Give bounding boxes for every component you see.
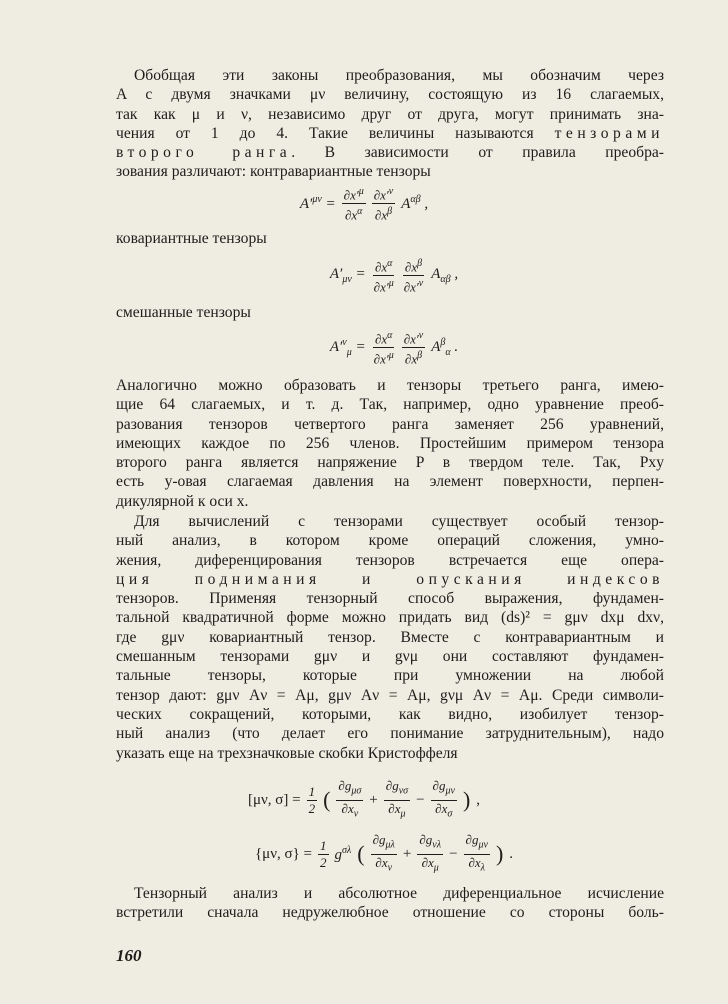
- text-line: Тензорный анализ и абсолютное диференциальное исчисление: [134, 885, 664, 902]
- page-number: 160: [116, 946, 142, 965]
- text-line: указать еще на трехзначковые скобки Кристоффеля: [116, 744, 458, 762]
- text-line: Аналогично можно образовать и тензоры третьего ранга, имею-: [116, 377, 664, 394]
- text-line: второго ранга. В зависимости от правила преобра-: [116, 144, 664, 162]
- equation-christoffel-first: [μν, σ] = $\frac{1}{2}$ ( $\frac{\partial g_{\mu\sigma}}{\partial x_\nu}$ + $\frac{\partial g_{\nu\sigma}}{\partial x_\mu}$ − $\frac{\partial g_{\mu\nu}}{\partial x_\sigma}$ ) ,: [247, 778, 481, 820]
- paragraph-higher-rank: [116, 376, 664, 511]
- text-line: тальные тензоры, которые при умножении на любой: [116, 667, 664, 685]
- label-mixed: смешанные тензоры: [116, 304, 251, 321]
- text-line: A с двумя значками μν величину, состоящую из 16 слагаемых,: [116, 86, 664, 104]
- paragraph-reception: [116, 884, 664, 923]
- text-line: смешанным тензорами gμν и gνμ они составляют фундамен-: [116, 648, 664, 666]
- text-line: тальной квадратичной форме можно придать вид (ds)² = gμν dxμ dxν,: [116, 609, 664, 627]
- text-line: Для вычислений с тензорами существует особый тензор-: [134, 513, 664, 530]
- equation-christoffel-second: {μν, σ} = $\frac{1}{2}$ $g^{\sigma\lambda}$ ( $\frac{\partial g_{\mu\lambda}}{\partial x_\nu}$ + $\frac{\partial g_{\nu\lambda}}{\partial x_\mu}$ − $\frac{\partial g_{\mu\nu}}{\partial x_\lambda}$ ) .: [254, 832, 514, 874]
- spaced-term: тензорами: [554, 124, 664, 142]
- equation-mixed: $A'^\nu_\mu$ = $\frac{\partial x^\alpha}{\partial x'^\mu}$ $\frac{\partial x'^\nu}{\partial x^\beta}$ $A^\beta_\alpha$ .: [329, 330, 459, 367]
- text-line: жения, диференцирования тензоров встречается еще опера-: [116, 551, 664, 569]
- text-line: зования различают: контравариантные тензоры: [116, 163, 431, 181]
- text-line: так как μ и ν, независимо друг от друга, могут принимать зна-: [116, 105, 664, 123]
- text-line: второго ранга является напряжение P в твердом теле. Так, Pxy: [116, 454, 664, 472]
- text-line: тензоров. Применяя тензорный способ выражения, фундамен-: [116, 590, 664, 608]
- text-line: дикулярной к оси x.: [116, 492, 249, 510]
- text-line: есть y-овая слагаемая давления на элемент поверхности, перпен-: [116, 473, 664, 491]
- label-covariant: ковариантные тензоры: [116, 230, 267, 247]
- text-line: где gμν ковариантный тензор. Вместе с контравариантным и: [116, 628, 664, 646]
- text-line: щие 64 слагаемых, и т. д. Так, например, одно уравнение преоб-: [116, 396, 664, 414]
- paragraph-tensors-intro: [116, 66, 664, 182]
- text-line: тензор дают: gμν Aν = Aμ, gμν Aν = Aμ, gνμ Aν = Aμ. Среди символи-: [116, 686, 664, 704]
- text-line: разования тензоров четвертого ранга заменяет 256 уравнений,: [116, 415, 664, 433]
- equation-covariant: $A'_{\mu\nu}$ = $\frac{\partial x^\alpha}{\partial x'^\mu}$ $\frac{\partial x^\beta}{\partial x'^\nu}$ $A_{\alpha\beta}$ ,: [329, 258, 459, 295]
- text-line: ческих сокращений, которыми, как видно, изобилует тензор-: [116, 705, 664, 723]
- text-line: ный анализ, в котором кроме операций сложения, умно-: [116, 532, 664, 550]
- spaced-term: второго ранга: [116, 144, 292, 162]
- text-line: ция поднимания и опускания индексов: [116, 570, 664, 588]
- text-line: чения от 1 до 4. Такие величины называются тензорами: [116, 124, 664, 142]
- text-line: Обобщая эти законы преобразования, мы обозначим через: [134, 67, 664, 84]
- text-line: ный анализ (что делает его понимание затруднительным), надо: [116, 725, 664, 743]
- equation-contravariant: $A'^{\mu\nu}$ = $\frac{\partial x'^\mu}{\partial x^\alpha}$ $\frac{\partial x'^\nu}{\partial x^\beta}$ $A^{\alpha\beta}$ ,: [299, 186, 429, 223]
- text-line: имеющих каждое по 256 членов. Простейшим примером тензора: [116, 434, 664, 452]
- text-line: встретили сначала недружелюбное отношение со стороны боль-: [116, 904, 664, 922]
- paragraph-tensor-analysis: [116, 512, 664, 763]
